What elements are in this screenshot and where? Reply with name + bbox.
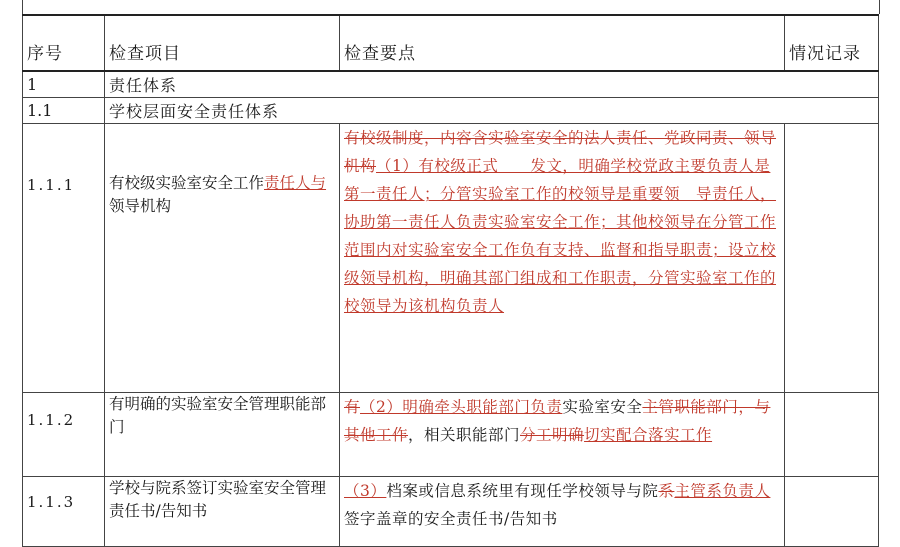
header-no: 序号 xyxy=(23,15,105,71)
deleted-text: 主管职能部门，与其他工作 xyxy=(344,398,771,444)
inspection-table-sheet xyxy=(22,14,878,547)
row-item: 学校与院系签订实验室安全管理责任书/告知书 xyxy=(105,477,340,547)
section-number: 1 xyxy=(23,71,105,98)
row-item xyxy=(105,124,340,393)
inserted-text: （2）明确牵头职能部门负责 xyxy=(360,398,563,416)
section-row-1 xyxy=(23,71,879,98)
deleted-text: 系 xyxy=(658,482,675,500)
row-requirements xyxy=(340,124,785,393)
deleted-text: 有校级制度，内容含实验室安全的法人责任、党政同责、领导机构 xyxy=(344,129,777,175)
inspection-table xyxy=(22,14,879,547)
deleted-text: 分工明确 xyxy=(520,426,585,444)
header-points: 检查要点 xyxy=(340,15,785,71)
table-top-edge xyxy=(22,0,880,14)
inserted-text: （3） xyxy=(344,482,387,500)
plain-text: ，相关职能部门 xyxy=(408,426,521,444)
inserted-text: （1）有校级正式 发文，明确学校党政主要负责人是第一责任人；分管实验室工作的校领导是重要领 导责任人，协助第一责任人负责实验室安全工作；其他校领导在分管工作范围内对实验室安全工作负有支持、监督和指导职责；设立校级领导机构，明确其部门组成和工作职责，分管实验室工作的校领导为该机构负责人 xyxy=(344,157,777,315)
item-inserted-text: 责任人与 xyxy=(264,174,327,192)
header-row xyxy=(23,15,879,71)
row-number: 1.1.3 xyxy=(23,477,105,547)
section-title: 学校层面安全责任体系 xyxy=(105,98,879,124)
table-row-1-1-3 xyxy=(23,477,879,547)
row-record[interactable] xyxy=(785,124,879,393)
inserted-text: 切实配合落实工作 xyxy=(584,426,713,444)
row-requirements xyxy=(340,477,785,547)
plain-text: 签字盖章的安全责任书/告知书 xyxy=(344,510,558,528)
row-number: 1.1.2 xyxy=(23,393,105,477)
row-record[interactable] xyxy=(785,393,879,477)
section-row-1-1 xyxy=(23,98,879,124)
deleted-text: 有 xyxy=(344,398,361,416)
table-row-1-1-2 xyxy=(23,393,879,477)
section-number: 1.1 xyxy=(23,98,105,124)
row-item: 有明确的实验室安全管理职能部门 xyxy=(105,393,340,477)
item-text: 有校级实验室安全工作 xyxy=(109,174,265,192)
row-record[interactable] xyxy=(785,477,879,547)
row-requirements xyxy=(340,393,785,477)
header-record: 情况记录 xyxy=(785,15,879,71)
item-text-tail: 领导机构 xyxy=(109,197,172,215)
plain-text: 实验室安全 xyxy=(562,398,643,416)
inserted-text: 主管系负责人 xyxy=(674,482,771,500)
row-number: 1.1.1 xyxy=(23,124,105,393)
plain-text: 档案或信息系统里有现任学校领导与院 xyxy=(386,482,659,500)
table-row-1-1-1 xyxy=(23,124,879,393)
header-item: 检查项目 xyxy=(105,15,340,71)
section-title: 责任体系 xyxy=(105,71,879,98)
